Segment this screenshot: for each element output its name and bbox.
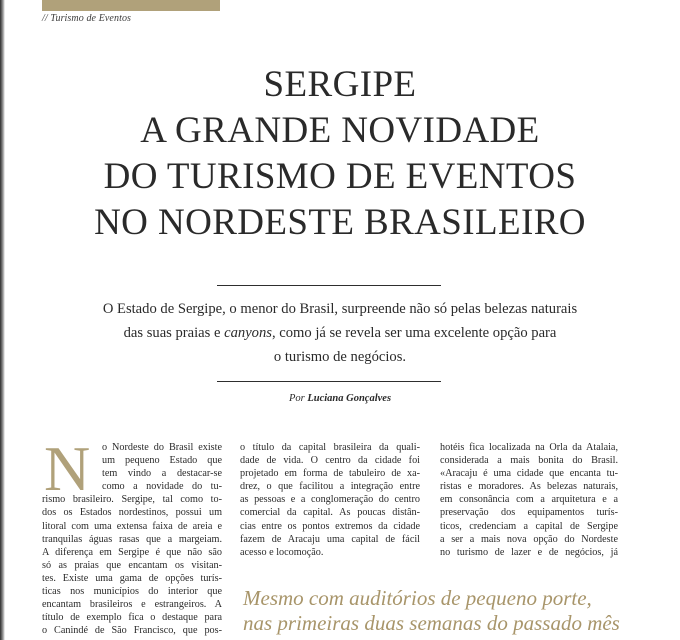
body-line: preservação dos equipamentos turís- bbox=[440, 507, 618, 519]
body-line: A diferença em Sergipe é que não são bbox=[42, 546, 222, 558]
body-line: como a novidade do tu- bbox=[102, 481, 222, 493]
body-line: «Aracaju é uma cidade que encanta tu- bbox=[440, 468, 618, 480]
pull-quote-line: nas primeiras duas semanas do passado mês bbox=[243, 611, 620, 635]
body-line: drez, o que facilitou a integração entre bbox=[240, 481, 420, 493]
body-line: litoral com uma extensa faixa de areia e bbox=[42, 520, 222, 532]
body-line: considerada a mais bonita do Brasil. bbox=[440, 455, 618, 467]
body-line: um pequeno Estado que bbox=[102, 455, 222, 467]
body-line: projetado em forma de tabuleiro de xa- bbox=[240, 468, 420, 480]
body-line: comercial da capital. As poucas distân- bbox=[240, 507, 420, 519]
byline bbox=[0, 393, 680, 404]
body-line: o título da capital brasileira da quali- bbox=[240, 442, 420, 453]
body-line: só as praias que encantam os visitan- bbox=[42, 559, 222, 571]
drop-cap: N bbox=[44, 433, 91, 504]
body-column-2 bbox=[240, 441, 420, 559]
body-line: título de exemplo fica o destaque para bbox=[42, 612, 222, 624]
body-line: no turismo de lazer e de negócios, já bbox=[440, 546, 618, 558]
body-line: tranquilas águas rasas que a margeiam. bbox=[42, 533, 222, 545]
article-headline bbox=[0, 62, 680, 246]
body-line: hotéis fica localizada na Orla da Atalaia, bbox=[440, 442, 618, 453]
body-line: rismo brasileiro. Sergipe, tal como to- bbox=[42, 494, 222, 506]
section-color-bar bbox=[42, 0, 220, 11]
byline-prefix: Por bbox=[288, 393, 305, 404]
body-line: ticos, credenciam a capital de Sergipe bbox=[440, 520, 618, 532]
body-line: ticas nos municípios do interior que bbox=[42, 586, 222, 598]
standfirst bbox=[60, 297, 620, 369]
headline-line: NO NORDESTE BRASILEIRO bbox=[94, 202, 586, 243]
body-line: fazem de Aracaju uma capital de fácil bbox=[240, 533, 420, 545]
body-line: o Canindé de São Francisco, que pos- bbox=[42, 625, 222, 637]
standfirst-text: das suas praias e bbox=[123, 325, 225, 341]
body-line: cias entre os pontos extremos da cidade bbox=[240, 520, 420, 532]
body-line: tem vindo a destacar-se bbox=[102, 468, 222, 480]
body-line: encantam brasileiros e estrangeiros. A bbox=[42, 599, 222, 611]
standfirst-line bbox=[60, 321, 620, 345]
headline-line: A GRANDE NOVIDADE bbox=[140, 110, 540, 151]
standfirst-line: o turismo de negócios. bbox=[273, 349, 407, 365]
divider-top bbox=[217, 285, 441, 286]
byline-author: Luciana Gonçalves bbox=[307, 393, 392, 404]
body-line: em consonância com a arquitetura e a bbox=[440, 494, 618, 506]
body-line: dade de vida. O centro da cidade foi bbox=[240, 455, 420, 467]
pull-quote-line: Mesmo com auditórios de pequeno porte, bbox=[243, 586, 592, 610]
standfirst-italic: canyons bbox=[224, 325, 272, 341]
body-column-3 bbox=[440, 441, 618, 559]
body-line: dos os Estados nordestinos, possui um bbox=[42, 507, 222, 519]
section-label: // Turismo de Eventos bbox=[42, 13, 132, 24]
body-line: as pessoas e a conglomeração do centro bbox=[240, 494, 420, 506]
body-line: acesso e locomoção. bbox=[240, 546, 324, 558]
body-column-1 bbox=[42, 441, 222, 637]
headline-line: DO TURISMO DE EVENTOS bbox=[103, 156, 577, 197]
standfirst-line: O Estado de Sergipe, o menor do Brasil, surpreende não só pelas belezas naturais bbox=[102, 301, 578, 317]
standfirst-text: , como já se revela ser uma excelente opção para bbox=[271, 325, 557, 341]
pull-quote bbox=[243, 586, 663, 636]
body-line: tes. Existe uma gama de opções turís- bbox=[42, 572, 222, 584]
body-line: a ser a mais nova opção do Nordeste bbox=[440, 533, 618, 545]
headline-line: SERGIPE bbox=[263, 64, 417, 105]
divider-bottom bbox=[217, 381, 441, 382]
body-line: ristas e moradores. As belezas naturais, bbox=[440, 481, 618, 493]
body-line: o Nordeste do Brasil existe bbox=[102, 442, 222, 453]
